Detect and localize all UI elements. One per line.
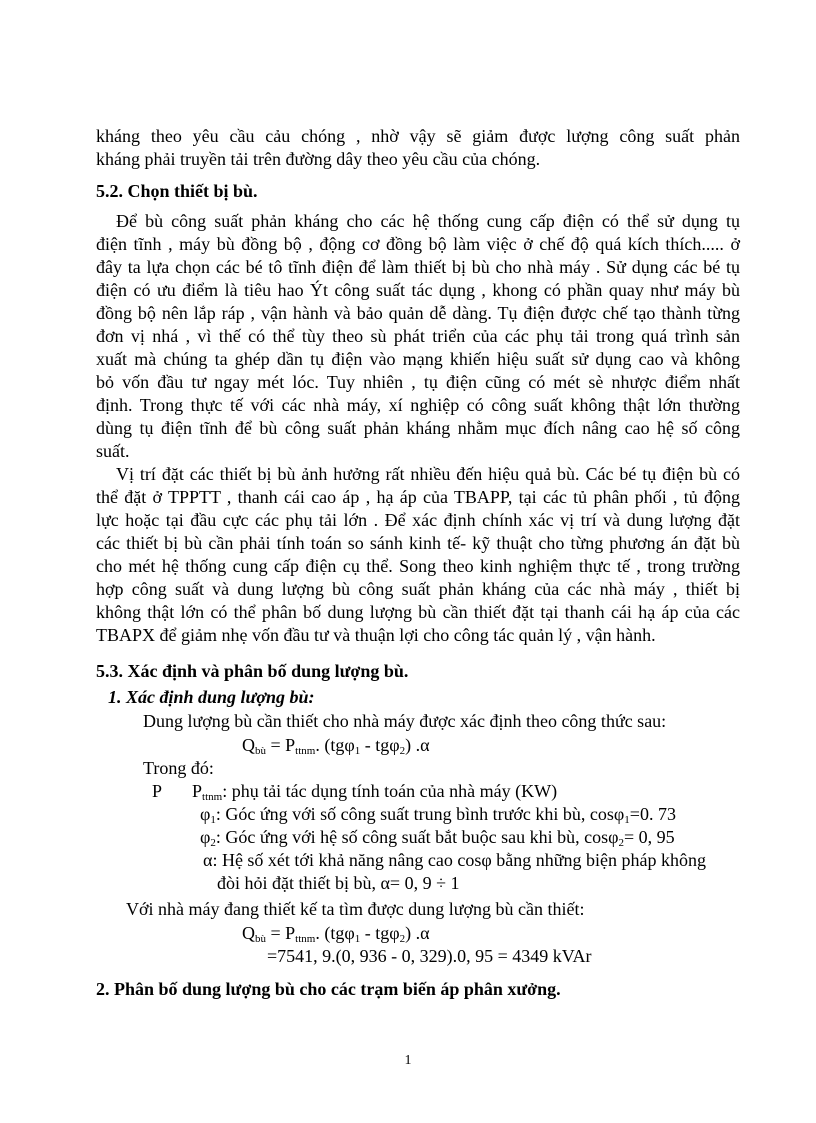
paragraph-line: đồng bộ nên lắp ráp , vận hành và bảo quản dễ dàng. Tụ điện được chế tạo thành từng — [96, 303, 740, 323]
paragraph-line: kháng phải truyền tải trên đường dây theo yêu cầu của chóng. — [96, 149, 541, 169]
paragraph-line: lực hoặc tại đầu cực các phụ tải lớn . Để xác định chính xác vị trí và dung lượng đặt — [96, 510, 740, 530]
def-phi2: $\varphi_2$: Góc ứng với hệ số công suất bắt buộc sau khi bù, cosφ$_2$= 0, 95 — [200, 827, 675, 849]
formula-compensation: $Q_{bù} = P_{ttnm}$. (tgφ$_1$ - tgφ$_2$) .α — [242, 735, 430, 757]
def-alpha: α: Hệ số xét tới khả năng nâng cao cosφ bằng những biện pháp không — [203, 850, 706, 870]
paragraph-line: Dung lượng bù cần thiết cho nhà máy được xác định theo công thức sau: — [143, 711, 667, 731]
paragraph-line: TBAPX để giảm nhẹ vốn đầu tư và thuận lợi cho công tác quản lý , vận hành. — [96, 625, 656, 645]
section-heading-5-2: 5.2. Chọn thiết bị bù. — [96, 181, 258, 201]
subheading-1: 1. Xác định dung lượng bù: — [108, 687, 315, 707]
paragraph-line: đây ta lựa chọn các bé tô tĩnh điện để làm thiết bị bù cho nhà máy . Sử dụng các bé tụ — [96, 257, 740, 277]
paragraph-line: Để bù công suất phản kháng cho các hệ thống cung cấp điện có thể sử dụng tụ — [116, 211, 740, 231]
where-label: Trong đó: — [143, 758, 214, 778]
paragraph-line: suất. — [96, 441, 130, 461]
def-p: $P_{ttnm}$: phụ tải tác dụng tính toán của nhà máy (KW) — [192, 781, 558, 803]
section-heading-5-3: 5.3. Xác định và phân bố dung lượng bù. — [96, 661, 409, 681]
def-alpha-cont: đòi hỏi đặt thiết bị bù, α= 0, 9 ÷ 1 — [217, 873, 460, 893]
paragraph-line: không thật lớn có thể phân bố dung lượng bù cần thiết đặt tại thanh cái hạ áp của các — [96, 602, 740, 622]
page-number: 1 — [404, 1053, 412, 1068]
def-p-symbol: P — [152, 781, 163, 801]
paragraph-line: Vị trí đặt các thiết bị bù ảnh hưởng rất nhiều đến hiệu quả bù. Các bé tụ điện bù có — [116, 464, 740, 484]
paragraph-line: kháng theo yêu cầu cảu chóng , nhờ vậy sẽ giảm được lượng công suất phản — [96, 126, 740, 146]
subheading-2: 2. Phân bố dung lượng bù cho các trạm biến áp phân xưởng. — [96, 979, 561, 999]
paragraph-line: định. Trong thực tế với các nhà máy, xí nghiệp có công suất không thật lớn thường — [96, 395, 740, 415]
paragraph-line: cho mét hệ thống cung cấp điện cụ thể. Song theo kinh nghiệm thực tế , trong trường — [96, 556, 740, 576]
paragraph-line: điện có ưu điểm là tiêu hao Ýt công suất tác dụng , khong có phần quay như máy bù — [96, 280, 740, 300]
paragraph-line: xuất mà chúng ta ghép dần tụ điện vào mạng khiến hiệu suất sử dụng cao và không — [96, 349, 740, 369]
formula-compensation-2: $Q_{bù} = P_{ttnm}$. (tgφ$_1$ - tgφ$_2$) .α — [242, 923, 430, 945]
paragraph-line: bỏ vốn đầu tư ngay mét lóc. Tuy nhiên , tụ điện cũng có mét sè nhược điểm nhất — [96, 372, 740, 392]
formula-result: =7541, 9.(0, 936 - 0, 329).0, 95 = 4349 kVAr — [267, 946, 592, 966]
def-phi1: $\varphi_1$: Góc ứng với số công suất trung bình trước khi bù, cosφ$_1$=0. 73 — [200, 804, 676, 826]
paragraph-line: hợp công suất và dung lượng bù công suất phản kháng của các nhà máy , thiết bị — [96, 579, 740, 599]
paragraph-line: Với nhà máy đang thiết kế ta tìm được dung lượng bù cần thiết: — [126, 899, 585, 919]
paragraph-line: dùng tụ điện tĩnh để bù công suất phản kháng nhằm mục đích nâng cao hệ số công — [96, 418, 740, 438]
paragraph-line: đơn vị nhá , vì thế có thể tùy theo sù phát triển của các phụ tải trong quá trình sản — [96, 326, 740, 346]
paragraph-line: thể đặt ở TPPTT , thanh cái cao áp , hạ áp của TBAPP, tại các tủ phân phối , tủ động — [96, 487, 740, 507]
paragraph-line: điện tĩnh , máy bù đồng bộ , động cơ đồng bộ làm việc ở chế độ quá kích thích..... ở — [96, 234, 740, 254]
paragraph-line: các thiết bị bù cần phải tính toán so sánh kinh tế- kỹ thuật cho từng phương án đặt bù — [96, 533, 740, 553]
